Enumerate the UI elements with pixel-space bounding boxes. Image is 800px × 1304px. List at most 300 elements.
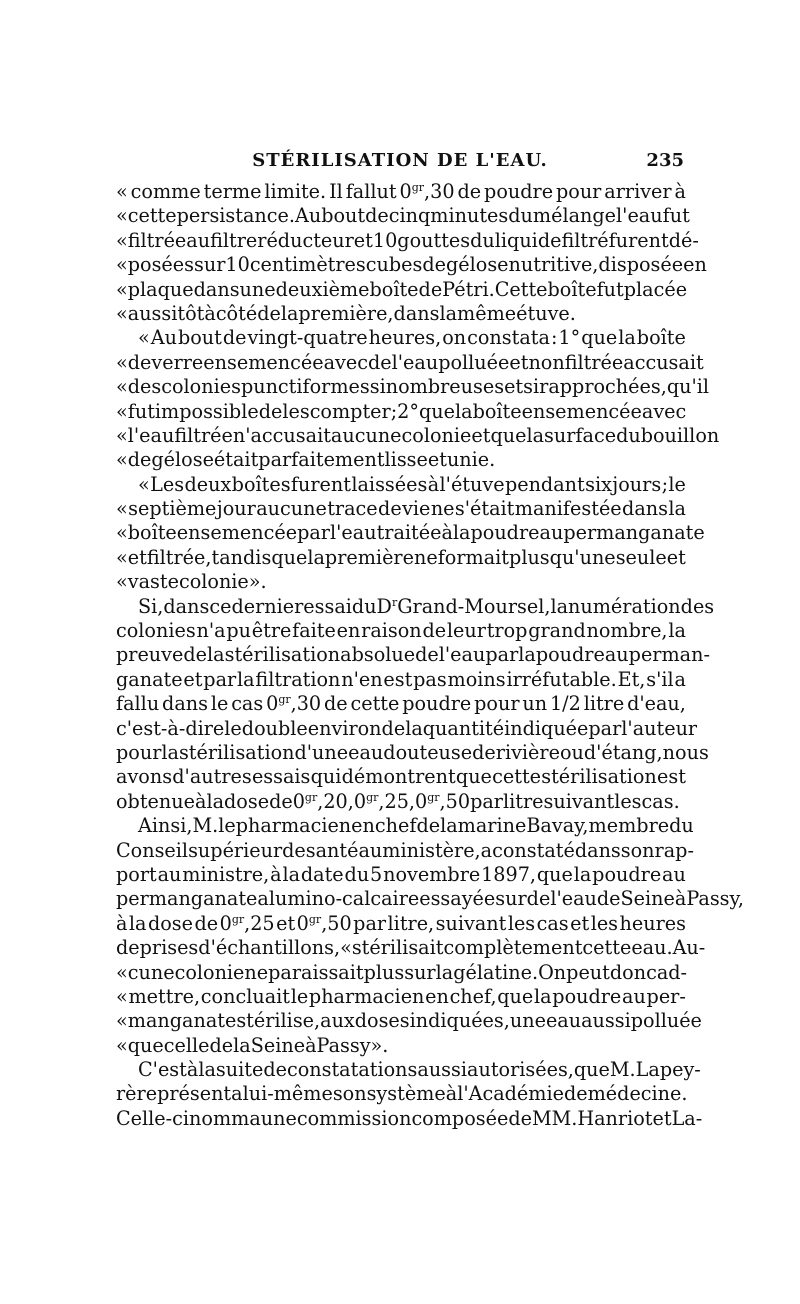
word: Conseil (116, 838, 189, 862)
word: on (442, 326, 467, 350)
word: que (418, 399, 455, 423)
word: La- (671, 1106, 703, 1130)
word: dans (574, 838, 621, 862)
word: la (454, 399, 473, 423)
word: vingt-quatre (247, 326, 368, 350)
word: au (157, 862, 182, 886)
word: par (203, 667, 237, 691)
word: du (470, 228, 495, 252)
word: litre, (387, 911, 435, 935)
word: plus (509, 545, 550, 569)
word: colonie (178, 570, 249, 594)
word: mélange (532, 204, 617, 228)
word: lisse (384, 448, 428, 472)
word: chef (374, 814, 417, 838)
word: sur (404, 960, 436, 984)
word: que (271, 545, 308, 569)
word: et (127, 545, 147, 569)
word: de (596, 887, 621, 911)
word: la (198, 1058, 216, 1082)
word: la (233, 1033, 251, 1057)
word: preuve (116, 643, 184, 667)
word: polluée (630, 1009, 702, 1033)
word: à (186, 1058, 199, 1082)
word: aussitôt (127, 301, 205, 325)
word: pendant (504, 472, 585, 496)
word: dernier (231, 594, 304, 618)
word: six (585, 472, 612, 496)
word: nutritive, (508, 253, 599, 277)
word: Il (329, 180, 343, 203)
word: deuxième (275, 277, 370, 301)
word: stérilisation (541, 765, 657, 789)
word: avons (116, 765, 173, 789)
word: « (116, 253, 128, 277)
word: la (439, 301, 458, 325)
word: constata (467, 326, 550, 350)
word: cette (127, 204, 177, 228)
text-line (116, 228, 699, 253)
text-line (116, 350, 704, 375)
word: port (116, 862, 157, 886)
word: pharmacien (235, 814, 352, 838)
word: accusait (623, 350, 704, 374)
word: en (351, 814, 375, 838)
word: la (618, 326, 636, 350)
word: grand (528, 619, 586, 643)
word: de (257, 301, 281, 325)
word: la (452, 521, 471, 545)
word: de (282, 838, 306, 862)
word: en (336, 619, 361, 643)
word: était (213, 448, 259, 472)
word: poudre (535, 643, 605, 667)
word: de (422, 619, 447, 643)
word: si (523, 375, 540, 399)
word: On (538, 960, 567, 984)
word: Lapey- (635, 1058, 701, 1082)
word: « (116, 570, 128, 594)
word: jours (612, 472, 662, 496)
word: ministère, (382, 838, 481, 862)
text-line (116, 473, 686, 497)
text-line (116, 546, 686, 570)
word: aussi (417, 1058, 468, 1082)
word: et (427, 448, 447, 472)
word: 2° (397, 399, 419, 423)
word: d'échantillons, (198, 936, 341, 960)
word: en (425, 984, 449, 1008)
word: stérilisation (224, 643, 341, 667)
word: que (127, 1033, 164, 1057)
word: colonies (161, 375, 241, 399)
word: la (668, 497, 686, 521)
word: Passy (316, 1033, 371, 1057)
word: pharmacien (308, 984, 425, 1008)
word: boîte (127, 521, 177, 545)
word: « (116, 448, 128, 472)
word: présenta (157, 1082, 243, 1106)
word: Hanriot (577, 1106, 653, 1130)
word: à (116, 911, 128, 935)
word: obtenue (116, 789, 195, 813)
word: « (116, 984, 128, 1008)
word: Ainsi, (138, 814, 193, 838)
word: au (622, 984, 646, 1008)
word: et (353, 228, 373, 252)
word: de (127, 448, 152, 472)
word: à (305, 1033, 317, 1057)
word: dans (163, 594, 210, 618)
word: l'Académie (457, 1082, 564, 1106)
text-line (116, 1058, 701, 1082)
word: le (218, 814, 236, 838)
word: doses (354, 1009, 410, 1033)
word: suivant (435, 911, 507, 935)
word: permanganate (116, 887, 258, 911)
word: douteuse (383, 740, 473, 764)
word: trace (327, 497, 378, 521)
word: colonie (174, 960, 245, 984)
word: $0^{gr},50$ (296, 911, 352, 935)
word: de (415, 643, 439, 667)
word: et (471, 423, 491, 447)
word: nombre, (586, 619, 668, 643)
word: un (522, 692, 548, 716)
word: persistance. (176, 204, 295, 228)
text-line (116, 765, 686, 789)
word: « (138, 326, 150, 350)
word: non (528, 350, 565, 374)
word: gélose (151, 448, 214, 472)
word: de (378, 497, 402, 521)
word: a (674, 667, 686, 691)
word: que (490, 423, 527, 447)
word: plus (363, 960, 405, 984)
word: filtrée (564, 350, 624, 374)
text-line (116, 887, 744, 911)
word: à (441, 521, 453, 545)
word: du (669, 814, 694, 838)
word: cette (350, 692, 400, 716)
word: $0^{gr},25$, (353, 789, 416, 813)
word: l'eau (438, 643, 486, 667)
word: ganate (116, 667, 183, 691)
word: première, (298, 301, 394, 325)
word: bout (321, 204, 366, 228)
word: supérieur (188, 838, 283, 862)
word: les (282, 399, 310, 423)
word: le (668, 472, 686, 496)
word: à (204, 301, 216, 325)
word: autorisées, (467, 1058, 574, 1082)
word: par (485, 643, 519, 667)
word: posées (127, 253, 194, 277)
word: s'était (454, 497, 515, 521)
word: le (210, 692, 229, 716)
word: si (369, 375, 386, 399)
word: par (353, 911, 387, 935)
word: c'est-à-dire (116, 716, 225, 740)
word: rère (116, 1082, 158, 1106)
word: moins (447, 667, 506, 691)
word: nomma (189, 1106, 261, 1130)
word: son (332, 1082, 367, 1106)
word: l'eau (391, 350, 439, 374)
word: « (116, 545, 128, 569)
word: boîte (547, 277, 597, 301)
word: Pétri. (442, 277, 495, 301)
word: filtrée (174, 423, 233, 447)
word: essais (251, 765, 311, 789)
word: nombreuses (385, 375, 505, 399)
word: a (480, 838, 493, 862)
word: indiquées, (409, 1009, 510, 1033)
word: ». (248, 570, 267, 594)
word: au (662, 862, 686, 886)
word: aussi (581, 1009, 631, 1033)
word: à (427, 472, 440, 496)
text-line (116, 936, 706, 960)
word: la (526, 423, 545, 447)
word: : (550, 326, 558, 350)
word: système (366, 1082, 446, 1106)
text-line (116, 619, 686, 643)
word: à (445, 1082, 458, 1106)
word: essayée (419, 887, 496, 911)
word: Et, (617, 667, 646, 691)
word: pu (226, 619, 251, 643)
word: marine (457, 814, 527, 838)
word: des (680, 594, 715, 618)
word: eau (545, 1009, 582, 1033)
word: manifestée (514, 497, 622, 521)
text-line (116, 692, 686, 716)
word: filtrée, (146, 545, 212, 569)
word: n'a (196, 619, 226, 643)
word: polluée (438, 350, 510, 374)
word: les (614, 789, 642, 813)
word: étuve. (516, 301, 576, 325)
word: novembre (383, 862, 481, 886)
word: fut (127, 399, 155, 423)
word: une (260, 1106, 297, 1130)
text-line (116, 521, 705, 545)
word: litre (502, 789, 544, 813)
word: « (116, 1033, 128, 1057)
word: ne (413, 545, 438, 569)
text-line (116, 814, 694, 838)
text-line (116, 1106, 703, 1131)
word: à (674, 887, 687, 911)
word: Seine (250, 1033, 306, 1057)
word: colonie (401, 423, 472, 447)
word: pour (555, 180, 602, 203)
word: $D^r$ (376, 594, 398, 618)
word: la (440, 814, 458, 838)
word: que (581, 326, 618, 350)
word: fut (662, 204, 690, 228)
text-line (116, 961, 686, 985)
word: et (276, 911, 296, 935)
word: gouttes (397, 228, 471, 252)
word: parfaitement (258, 448, 385, 472)
word: absolue (340, 643, 416, 667)
word: du (508, 204, 533, 228)
word: bout (177, 326, 222, 350)
word: minutes (430, 204, 509, 228)
word: placée (623, 277, 688, 301)
word: disposée (598, 253, 684, 277)
word: au (358, 838, 383, 862)
word: de (222, 326, 247, 350)
word: suite (215, 1058, 264, 1082)
word: cette (582, 936, 632, 960)
word: cinq (388, 204, 431, 228)
word: numération (568, 594, 681, 618)
word: 10 (225, 253, 250, 277)
word: ministre, (182, 862, 270, 886)
word: ne (430, 497, 455, 521)
word: première (324, 545, 414, 569)
word: « (116, 521, 128, 545)
word: dans (393, 301, 440, 325)
word: dose (147, 911, 194, 935)
word: la (573, 862, 592, 886)
word: de (526, 887, 551, 911)
word: stérilisait (351, 936, 444, 960)
word: côté (215, 301, 258, 325)
word: dans (162, 692, 208, 716)
word: qu'il (666, 375, 710, 399)
word: du (351, 594, 377, 618)
word: au (539, 521, 564, 545)
word: donc (609, 960, 657, 984)
word: par (588, 716, 622, 740)
word: fallut (345, 180, 397, 203)
word: pour (116, 740, 162, 764)
word: per- (646, 984, 686, 1008)
word: leur (446, 619, 486, 643)
word: poudre (484, 180, 554, 203)
word: de (324, 692, 348, 716)
word: démontrent (341, 765, 456, 789)
word: la (206, 789, 225, 813)
word: réducteur (257, 228, 354, 252)
word: son (620, 838, 655, 862)
word: compter (309, 399, 391, 423)
word: Si, (138, 594, 164, 618)
word: punctiformes (240, 375, 370, 399)
word: est (657, 765, 686, 789)
word: la (668, 619, 686, 643)
word: rivière (495, 740, 560, 764)
word: les (590, 911, 619, 935)
word: rap- (654, 838, 694, 862)
word: « (116, 277, 128, 301)
word: prises (139, 936, 199, 960)
word: même (457, 301, 517, 325)
word: colonies (116, 619, 196, 643)
word: des (127, 375, 162, 399)
word: « (116, 497, 128, 521)
word: constaté (492, 838, 575, 862)
word: « (138, 472, 150, 496)
word: Les (150, 472, 185, 496)
word: $0^{gr},25$ (219, 911, 275, 935)
word: la (282, 862, 301, 886)
text-line (116, 985, 686, 1009)
word: boîte (369, 277, 419, 301)
word: Au- (672, 936, 706, 960)
word: date (300, 862, 344, 886)
word: gélose (446, 253, 509, 277)
word: une (239, 277, 276, 301)
word: cubes (365, 253, 423, 277)
word: raison (361, 619, 422, 643)
word: filtre (210, 228, 258, 252)
text-line (116, 570, 686, 594)
word: et (570, 911, 590, 935)
word: poudre (552, 984, 622, 1008)
word: septième (128, 497, 217, 521)
word: pas (413, 667, 447, 691)
word: traitée (376, 521, 442, 545)
word: d'étang, (583, 740, 663, 764)
word: n'en (341, 667, 383, 691)
word: gélatine. (453, 960, 539, 984)
text-line (116, 790, 686, 814)
word: est (383, 667, 413, 691)
word: filtré (561, 228, 609, 252)
word: stérilisation (178, 740, 295, 764)
word: de (263, 1058, 287, 1082)
word: qui (310, 765, 342, 789)
word: environ (307, 716, 382, 740)
word: comme (130, 180, 201, 203)
word: cas (536, 911, 569, 935)
word: Cette (494, 277, 548, 301)
word: seule (615, 545, 667, 569)
text-line (116, 253, 707, 277)
word: furent (608, 228, 669, 252)
word: mettre, (128, 984, 201, 1008)
word: furent (290, 472, 351, 496)
word: de (367, 350, 392, 374)
word: heures, (368, 326, 442, 350)
word: dose (224, 789, 270, 813)
word: de (269, 789, 293, 813)
word: arriver (604, 180, 672, 203)
word: « (116, 228, 128, 252)
word: eau (348, 740, 384, 764)
word: ou (559, 740, 584, 764)
word: que (455, 765, 492, 789)
word: l'eau (550, 887, 597, 911)
word: d'autres (172, 765, 252, 789)
word: avec (641, 399, 687, 423)
word: tandis (211, 545, 272, 569)
word: liquide (494, 228, 562, 252)
word: la (207, 643, 225, 667)
word: 1° (558, 326, 581, 350)
word: aucune (330, 423, 402, 447)
word: de (422, 253, 446, 277)
word: de (416, 814, 441, 838)
word: la (405, 716, 423, 740)
word: commission (296, 1106, 412, 1130)
word: du (616, 423, 641, 447)
